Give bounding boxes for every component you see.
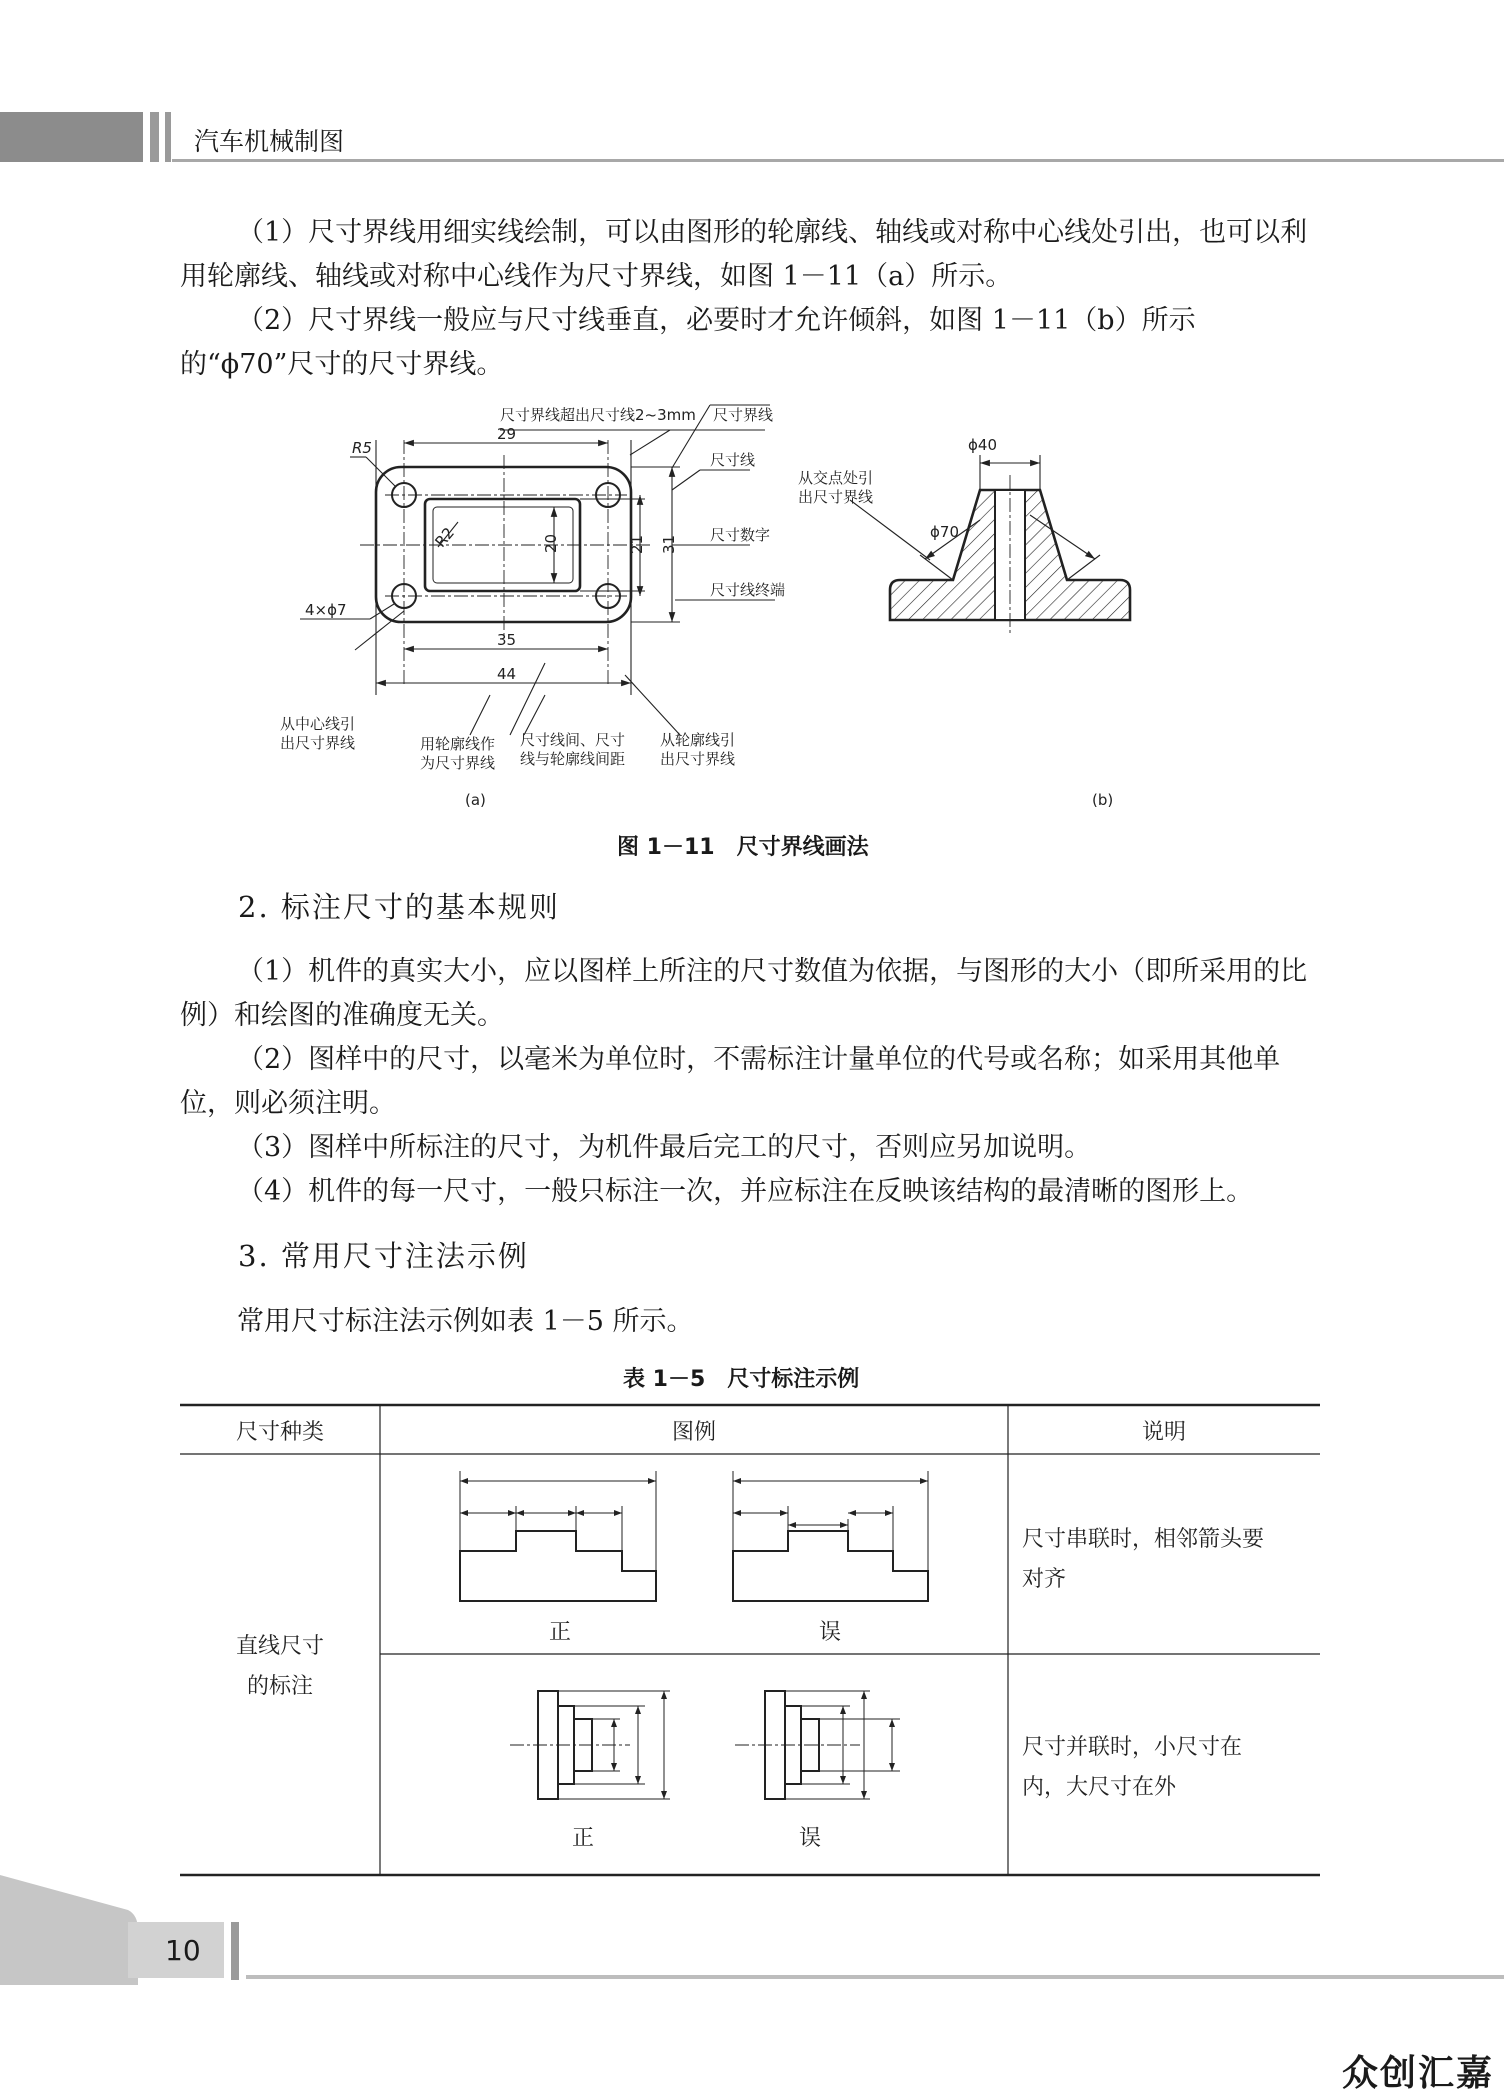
dim-29: 29 xyxy=(497,425,517,443)
note-dim-end: 尺寸线终端 xyxy=(710,581,786,599)
dim-r5: R5 xyxy=(352,439,372,457)
note-use-contour: 为尺寸界线 xyxy=(420,754,496,772)
description: 内，大尺寸在外 xyxy=(1022,1775,1177,1800)
brand-watermark: 众创汇嘉 xyxy=(1341,2053,1494,2094)
category-label: 的标注 xyxy=(246,1674,314,1699)
footer-rule xyxy=(246,1975,1504,1979)
table-header: 尺寸种类 xyxy=(235,1420,325,1445)
rule-item: （2）图样中的尺寸，以毫米为单位时，不需标注计量单位的代号或名称；如采用其他单位，则必须注明。 xyxy=(180,1044,1281,1119)
note-from-center: 出尺寸界线 xyxy=(280,734,356,752)
dim-21: 21 xyxy=(628,534,646,554)
header-stripe xyxy=(165,112,171,162)
dim-phi40: ϕ40 xyxy=(968,436,997,454)
section-3-heading: 3. 常用尺寸注法示例 xyxy=(238,1239,529,1273)
table-header: 说明 xyxy=(1141,1420,1187,1445)
note-use-contour: 用轮廓线作 xyxy=(420,735,496,753)
dim-holes: 4×ϕ7 xyxy=(305,601,347,619)
example-label-correct: 正 xyxy=(571,1826,595,1851)
dim-r2: R2 xyxy=(431,523,458,551)
example-label-correct: 正 xyxy=(548,1620,572,1645)
description: 尺寸串联时，相邻箭头要 xyxy=(1022,1527,1265,1552)
note-from-contour: 从轮廓线引 xyxy=(660,731,736,749)
paragraph-1: （1）尺寸界线用细实线绘制，可以由图形的轮廓线、轴线或对称中心线处引出，也可以利用轮廓线、轴线或对称中心线作为尺寸界线，如图 1－11（a）所示。 xyxy=(180,217,1308,292)
rule-item: （1）机件的真实大小，应以图样上所注的尺寸数值为依据，与图形的大小（即所采用的比例）和绘图的准确度无关。 xyxy=(180,956,1308,1031)
category-label: 直线尺寸 xyxy=(235,1634,325,1659)
label-b: (b) xyxy=(1092,791,1114,809)
note-from-cross: 出尺寸界线 xyxy=(798,488,874,506)
header-bar xyxy=(0,112,143,162)
dim-35: 35 xyxy=(497,631,517,649)
label-a: (a) xyxy=(465,791,486,809)
dim-31: 31 xyxy=(660,534,678,554)
note-spacing: 线与轮廓线间距 xyxy=(520,750,626,768)
note-dim-number: 尺寸数字 xyxy=(710,526,771,544)
note-from-cross: 从交点处引 xyxy=(798,469,874,487)
header-rule xyxy=(172,159,1504,162)
figure-1-11 xyxy=(270,395,1230,810)
dim-20: 20 xyxy=(542,533,560,553)
description: 对齐 xyxy=(1022,1567,1067,1592)
note-from-center: 从中心线引 xyxy=(280,715,356,733)
series-wrong-drawing xyxy=(733,1531,928,1601)
description: 尺寸并联时，小尺寸在 xyxy=(1022,1735,1243,1760)
table-header: 图例 xyxy=(671,1420,717,1445)
note-exceed: 尺寸界线超出尺寸线2~3mm xyxy=(500,406,696,424)
example-label-wrong: 误 xyxy=(798,1826,822,1851)
note-dim-line: 尺寸线 xyxy=(710,451,756,469)
dim-44: 44 xyxy=(497,665,517,683)
example-label-wrong: 误 xyxy=(818,1620,842,1645)
note-spacing: 尺寸线间、尺寸 xyxy=(520,731,626,749)
footer-stripe xyxy=(231,1922,239,1980)
note-ext-line: 尺寸界线 xyxy=(713,406,774,424)
header-stripe xyxy=(150,112,159,162)
figure-caption: 图 1－11 尺寸界线画法 xyxy=(617,835,869,860)
dim-phi70: ϕ70 xyxy=(930,523,959,541)
figure-b-drawing xyxy=(798,436,1130,809)
note-from-contour: 出尺寸界线 xyxy=(660,750,736,768)
page-number: 10 xyxy=(165,1934,201,1967)
section-2-heading: 2. 标注尺寸的基本规则 xyxy=(238,890,560,924)
series-correct-drawing xyxy=(460,1531,656,1601)
footer-shape xyxy=(0,1875,240,1985)
table-caption: 表 1－5 尺寸标注示例 xyxy=(623,1367,860,1392)
section-3-intro: 常用尺寸标注法示例如表 1－5 所示。 xyxy=(237,1306,694,1337)
table-1-5 xyxy=(180,1401,1320,1881)
rule-item: （4）机件的每一尺寸，一般只标注一次，并应标注在反映该结构的最清晰的图形上。 xyxy=(237,1176,1254,1207)
paragraph-2: （2）尺寸界线一般应与尺寸线垂直，必要时才允许倾斜，如图 1－11（b）所示的“ϕ70”尺寸的尺寸界线。 xyxy=(180,305,1196,380)
running-head: 汽车机械制图 xyxy=(194,127,345,156)
rule-item: （3）图样中所标注的尺寸，为机件最后完工的尺寸，否则应另加说明。 xyxy=(237,1132,1092,1163)
